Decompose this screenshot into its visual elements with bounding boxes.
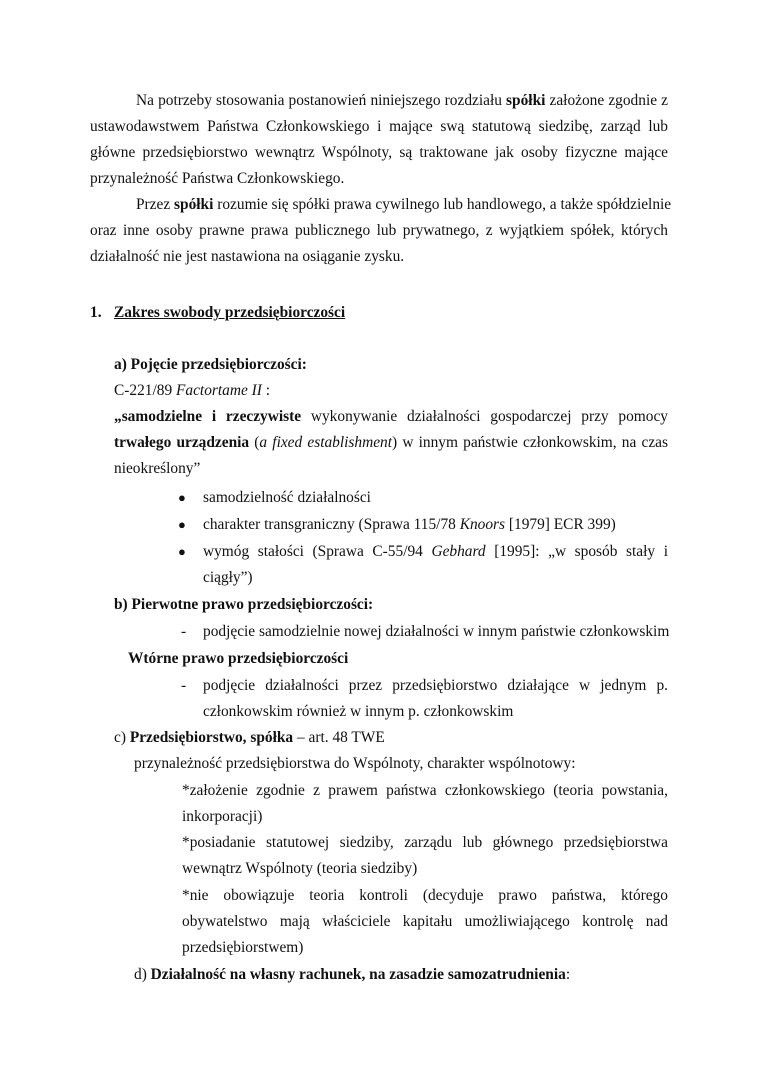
bold-term: spółki [506,92,546,109]
text: : [565,966,571,983]
text: [1995]: „w sposób stały i [485,543,668,560]
a-case-reference [114,378,270,404]
intro-p1-line3: główne przedsiębiorstwo wewnątrz Wspólnoty, są traktowane jak osoby fizyczne mające [90,144,668,161]
bullet-icon: ● [178,490,186,505]
section-title: Zakres swobody przedsiębiorczości [114,304,346,321]
text: założone zgodnie z [545,92,668,109]
intro-p1-line2: ustawodawstwem Państwa Członkowskiego i mające swą statutową siedzibę, zarząd lub [90,118,668,135]
b-item-2-line2: członkowskim również w innym p. członkowskim [203,703,514,720]
text: c) [114,729,130,746]
a-bullet-3-line2: ciągły”) [203,569,253,586]
b-secondary-heading: Wtórne prawo przedsiębiorczości [128,650,349,667]
b-item-2-line1: podjęcie działalności przez przedsiębiorstwo działające w jednym p. [203,677,668,694]
a-definition-line1 [114,404,668,430]
bold-term: Przedsiębiorstwo, spółka [129,729,294,746]
c-line: przynależność przedsiębiorstwa do Wspólnoty, charakter wspólnotowy: [134,755,576,772]
section-number: 1. [90,304,102,321]
a-definition-line3: nieokreślony” [114,460,201,477]
text: wykonywanie działalności gospodarczej przy pomocy [301,408,668,425]
b-item-1: podjęcie samodzielnie nowej działalności w innym państwie członkowskim [203,623,670,640]
text: Na potrzeby stosowania postanowień niniejszego rozdziału [136,92,507,109]
b-heading: b) Pierwotne prawo przedsiębiorczości: [114,596,374,613]
case-name: Gebhard [431,543,486,560]
intro-p1-line4: przynależność Państwa Członkowskiego. [90,170,345,187]
d-heading [134,962,570,988]
case-name: Knoors [459,516,506,533]
text: d) [134,966,151,983]
intro-p2-line3: działalność nie jest nastawiona na osiąganie zysku. [90,248,405,265]
c-sub-3-line1: *nie obowiązuje teoria kontroli (decyduje prawo państwa, którego [182,887,668,904]
c-sub-1-line2: inkorporacji) [182,808,263,825]
bullet-icon: ● [178,517,186,532]
a-heading: a) Pojęcie przedsiębiorczości: [114,356,307,373]
c-sub-2-line2: wewnątrz Wspólnoty (teoria siedziby) [182,860,418,877]
italic-term: a fixed establishment [259,434,393,451]
bold-term: trwałego urządzenia [114,434,250,451]
dash-marker: - [181,677,187,694]
bold-term: spółki [174,196,214,213]
text: wymóg stałości (Sprawa C-55/94 [203,543,432,560]
text: C-221/89 [114,382,176,399]
a-bullet-1: samodzielność działalności [203,489,371,506]
intro-p1-line1 [136,88,668,114]
intro-p2-line1 [136,192,672,218]
c-sub-2-line1: *posiadanie statutowej siedziby, zarządu lub głównego przedsiębiorstwa [182,834,668,851]
bullet-icon: ● [178,544,186,559]
a-bullet-2 [203,512,616,538]
text: Przez [136,196,175,213]
dash-marker: - [181,623,187,640]
c-heading [114,725,385,751]
text: – art. 48 TWE [293,729,385,746]
bold-term: Działalność na własny rachunek, na zasadzie samozatrudnienia [150,966,566,983]
text: : [261,382,271,399]
text: ) w innym państwie członkowskim, na czas [392,434,668,451]
a-bullet-3-line1 [203,539,668,565]
text: charakter transgraniczny (Sprawa 115/78 [203,516,460,533]
a-definition-line2 [114,430,668,456]
intro-p2-line2: oraz inne osoby prawne prawa publicznego lub prywatnego, z wyjątkiem spółek, których [90,222,668,239]
text: [1979] ECR 399) [505,516,616,533]
c-sub-3-line2: obywatelstwo mają właściciele kapitału umożliwiającego kontrolę nad [182,913,668,930]
text: ( [249,434,260,451]
c-sub-1-line1: *założenie zgodnie z prawem państwa członkowskiego (teoria powstania, [182,782,668,799]
bold-term: „samodzielne i rzeczywiste [114,408,302,425]
c-sub-3-line3: przedsiębiorstwem) [182,939,304,956]
text: rozumie się spółki prawa cywilnego lub handlowego, a także spółdzielnie [213,196,672,213]
case-name: Factortame II [176,382,262,399]
